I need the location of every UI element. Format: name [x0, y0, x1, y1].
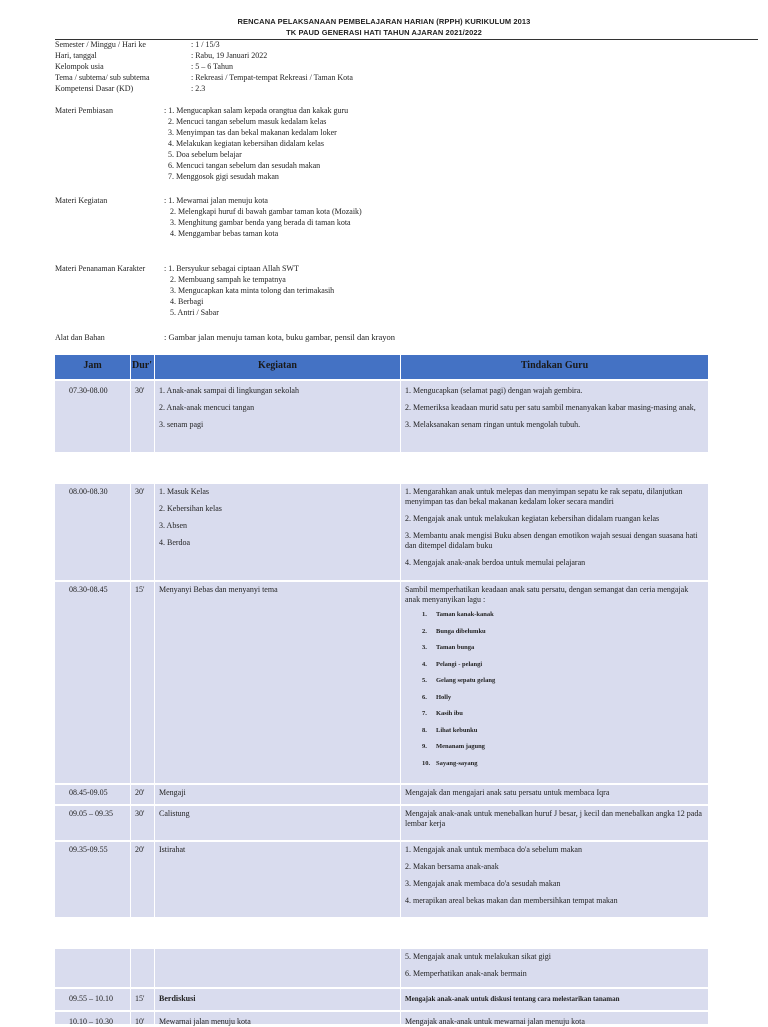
column-divider	[130, 842, 131, 917]
cell-jam: 10.10 – 10.30	[69, 1017, 113, 1026]
column-divider	[130, 381, 131, 452]
tindakan-item: 5. Mengajak anak untuk melakukan sikat gigi	[405, 952, 551, 961]
tindakan-item: 4. Mengajak anak-anak berdoa untuk memulai pelajaran	[405, 558, 586, 567]
cell-tindakan: Mengajak anak-anak untuk menebalkan huruf J besar, j kecil dan menebalkan angka 12 pada lembar kerja	[405, 809, 702, 828]
table-row	[55, 582, 708, 783]
column-divider	[400, 582, 401, 783]
column-divider	[130, 1012, 131, 1024]
column-divider	[400, 484, 401, 580]
column-divider	[130, 582, 131, 783]
column-divider	[400, 1012, 401, 1024]
list-item: : 1. Bersyukur sebagai ciptaan Allah SWT	[164, 264, 299, 273]
kegiatan-item: 3. senam pagi	[159, 420, 204, 429]
kegiatan-item: Menyanyi Bebas dan menyanyi tema	[159, 585, 278, 594]
kegiatan-item: 1. Masuk Kelas	[159, 487, 209, 496]
header-jam: Jam	[83, 360, 102, 371]
cell-kegiatan	[159, 585, 395, 602]
tindakan-item: 1. Mengucapkan (selamat pagi) dengan wajah gembira.	[405, 386, 583, 395]
column-divider	[400, 381, 401, 452]
column-divider	[400, 842, 401, 917]
kegiatan-item: 2. Kebersihan kelas	[159, 504, 222, 513]
table-row	[55, 1012, 708, 1024]
cell-kegiatan: Mewarnai jalan menuju kota	[159, 1017, 251, 1026]
column-divider	[400, 355, 401, 379]
list-item: 5. Antri / Sabar	[170, 308, 219, 317]
list-item: : 1. Mengucapkan salam kepada orangtua dan kakak guru	[164, 106, 349, 115]
column-divider	[154, 355, 155, 379]
meta-value: : 2.3	[191, 84, 206, 93]
column-divider	[130, 806, 131, 840]
meta-value: : Rabu, 19 Januari 2022	[191, 51, 268, 60]
tindakan-item: Sambil memperhatikan keadaan anak satu persatu, dengan semangat dan ceria mengajak anak menyanyikan lagu :	[405, 585, 689, 604]
table-row	[55, 484, 708, 580]
cell-dur: 10'	[135, 1017, 145, 1026]
header-tindakan: Tindakan Guru	[520, 360, 589, 371]
song-item: 4. Pelangi - pelangi	[422, 660, 483, 668]
kegiatan-list	[164, 195, 362, 239]
cell-jam: 07.30-08.00	[69, 386, 108, 395]
table-row	[55, 842, 708, 917]
cell-dur: 30'	[135, 386, 145, 395]
meta-value: : 5 – 6 Tahun	[191, 62, 233, 71]
column-divider	[130, 785, 131, 804]
cell-kegiatan: Mengaji	[159, 788, 186, 797]
table-header	[55, 355, 708, 379]
tindakan-item: 2. Mengajak anak untuk melakukan kegiatan kebersihan didalam ruangan kelas	[405, 514, 660, 523]
table-row	[55, 785, 708, 804]
tindakan-item: 4. merapikan areal bekas makan dan membersihkan tempat makan	[405, 896, 618, 905]
tindakan-item: 6. Memperhatikan anak-anak bermain	[405, 969, 527, 978]
cell-tindakan	[405, 845, 703, 913]
tindakan-item: 3. Melaksanakan senam ringan untuk mengolah tubuh.	[405, 420, 581, 429]
cell-jam: 08.45-09.05	[69, 788, 108, 797]
cell-tindakan	[405, 487, 703, 575]
table-row	[55, 949, 708, 987]
column-divider	[130, 949, 131, 987]
header-dur: Dur'	[132, 360, 152, 371]
song-item: 5. Gelang sepatu gelang	[422, 677, 496, 684]
cell-jam: 09.05 – 09.35	[69, 809, 113, 818]
kegiatan-label: Materi Kegiatan	[55, 196, 108, 205]
meta-label: Hari, tanggal	[55, 51, 97, 60]
list-item: 4. Melakukan kegiatan kebersihan didalam kelas	[168, 139, 324, 148]
column-divider	[130, 484, 131, 580]
cell-dur: 30'	[135, 487, 145, 496]
tindakan-item: 3. Membantu anak mengisi Buku absen dengan emotikon wajah sesuai dengan suasana hati dan ditempel didalam buku	[405, 531, 698, 550]
list-item: : 1. Mewarnai jalan menuju kota	[164, 196, 268, 205]
column-divider	[154, 582, 155, 783]
cell-dur: 20'	[135, 788, 145, 797]
song-item: 1. Taman kanak-kanak	[422, 611, 494, 618]
song-item: 8. Lihat kebunku	[422, 726, 478, 734]
cell-jam: 09.35-09.55	[69, 845, 108, 854]
table-row	[55, 806, 708, 840]
document-subtitle: TK PAUD GENERASI HATI TAHUN AJARAN 2021/2022	[286, 28, 482, 37]
alat-value: : Gambar jalan menuju taman kota, buku gambar, pensil dan krayon	[164, 332, 395, 342]
song-item: 7. Kasih ibu	[422, 710, 463, 717]
tindakan-item: 3. Mengajak anak membaca do'a sesudah makan	[405, 879, 561, 888]
table-gap	[55, 917, 708, 949]
meta-label: Semester / Minggu / Hari ke	[55, 40, 146, 49]
column-divider	[400, 785, 401, 804]
cell-jam: 08.00-08.30	[69, 487, 108, 496]
list-item: 7. Menggosok gigi sesudah makan	[168, 172, 279, 181]
cell-kegiatan: Berdiskusi	[159, 994, 196, 1003]
column-divider	[154, 1012, 155, 1024]
column-divider	[154, 989, 155, 1010]
karakter-label: Materi Penanaman Karakter	[55, 264, 146, 273]
kegiatan-item: 4. Berdoa	[159, 538, 191, 547]
cell-dur: 15'	[135, 585, 145, 594]
column-divider	[154, 842, 155, 917]
cell-jam: 08.30-08.45	[69, 585, 108, 594]
cell-kegiatan: Istirahat	[159, 845, 186, 854]
header-kegiatan: Kegiatan	[258, 360, 297, 371]
list-item: 3. Menghitung gambar benda yang berada di taman kota	[170, 218, 351, 227]
column-divider	[154, 484, 155, 580]
alat-label: Alat dan Bahan	[55, 333, 105, 342]
header-divider	[55, 39, 758, 40]
column-divider	[130, 989, 131, 1010]
schedule-table	[55, 355, 708, 1024]
column-divider	[154, 949, 155, 987]
cell-dur: 20'	[135, 845, 145, 854]
tindakan-item: 1. Mengarahkan anak untuk melepas dan menyimpan sepatu ke rak sepatu, dilanjutkan menyimpan tas dan bekal makanan kedalam loker secara mandiri	[405, 487, 683, 506]
karakter-list	[164, 263, 334, 318]
song-item: 6. Holly	[422, 693, 452, 701]
table-row	[55, 989, 708, 1010]
pembiasan-list	[164, 105, 348, 182]
meta-label: Tema / subtema/ sub subtema	[55, 73, 150, 82]
kegiatan-item: 1. Anak-anak sampai di lingkungan sekolah	[159, 386, 299, 395]
document-title: RENCANA PELAKSANAAN PEMBELAJARAN HARIAN (RPPH) KURIKULUM 2013	[237, 17, 531, 26]
cell-kegiatan: Calistung	[159, 809, 190, 818]
column-divider	[154, 785, 155, 804]
meta-value: : Rekreasi / Tempat-tempat Rekreasi / Taman Kota	[191, 73, 353, 82]
list-item: 4. Berbagi	[170, 297, 204, 306]
tindakan-item: 1. Mengajak anak untuk membaca do'a sebelum makan	[405, 845, 582, 854]
cell-tindakan: Mengajak dan mengajari anak satu persatu untuk membaca Iqra	[405, 788, 610, 797]
song-item: 2. Bunga dibelumku	[422, 627, 486, 635]
list-item: 2. Melengkapi huruf di bawah gambar taman kota (Mozaik)	[170, 207, 362, 216]
song-item: 9. Menanam jagung	[422, 743, 485, 750]
table-row	[55, 381, 708, 452]
song-list	[405, 610, 703, 769]
list-item: 2. Mencuci tangan sebelum masuk kedalam kelas	[168, 117, 327, 126]
table-gap	[55, 452, 708, 484]
cell-dur: 15'	[135, 994, 145, 1003]
list-item: 3. Menyimpan tas dan bekal makanan kedalam loker	[168, 128, 337, 137]
list-item: 6. Mencuci tangan sebelum dan sesudah makan	[168, 161, 321, 170]
column-divider	[400, 806, 401, 840]
cell-kegiatan	[159, 487, 395, 555]
meta-value: : 1 / 15/3	[191, 40, 220, 49]
list-item: 2. Membuang sampah ke tempatnya	[170, 275, 286, 284]
list-item: 5. Doa sebelum belajar	[168, 150, 242, 159]
column-divider	[400, 989, 401, 1010]
song-item: 10. Sayang-sayang	[422, 759, 478, 767]
meta-label: Kompetensi Dasar (KD)	[55, 84, 134, 93]
song-item: 3. Taman bunga	[422, 644, 475, 651]
column-divider	[154, 381, 155, 452]
cell-dur: 30'	[135, 809, 145, 818]
cell-tindakan	[405, 585, 703, 775]
column-divider	[154, 806, 155, 840]
meta-label: Kelompok usia	[55, 62, 104, 71]
column-divider	[130, 355, 131, 379]
cell-tindakan	[405, 386, 703, 437]
kegiatan-item: 2. Anak-anak mencuci tangan	[159, 403, 255, 412]
cell-kegiatan	[159, 386, 395, 437]
pembiasan-label: Materi Pembiasan	[55, 106, 113, 115]
tindakan-item: 2. Makan bersama anak-anak	[405, 862, 499, 871]
cell-tindakan: Mengajak anak-anak untuk mewarnai jalan menuju kota	[405, 1017, 585, 1026]
cell-tindakan	[405, 952, 703, 986]
kegiatan-item: 3. Absen	[159, 521, 187, 530]
column-divider	[400, 949, 401, 987]
tindakan-item: 2. Memeriksa keadaan murid satu per satu sambil menanyakan kabar masing-masing anak,	[405, 403, 696, 412]
list-item: 3. Mengucapkan kata minta tolong dan terimakasih	[170, 286, 335, 295]
cell-jam: 09.55 – 10.10	[69, 994, 113, 1003]
cell-tindakan: Mengajak anak-anak untuk diskusi tentang cara melestarikan tanaman	[405, 995, 620, 1003]
list-item: 4. Menggambar bebas taman kota	[170, 229, 279, 238]
